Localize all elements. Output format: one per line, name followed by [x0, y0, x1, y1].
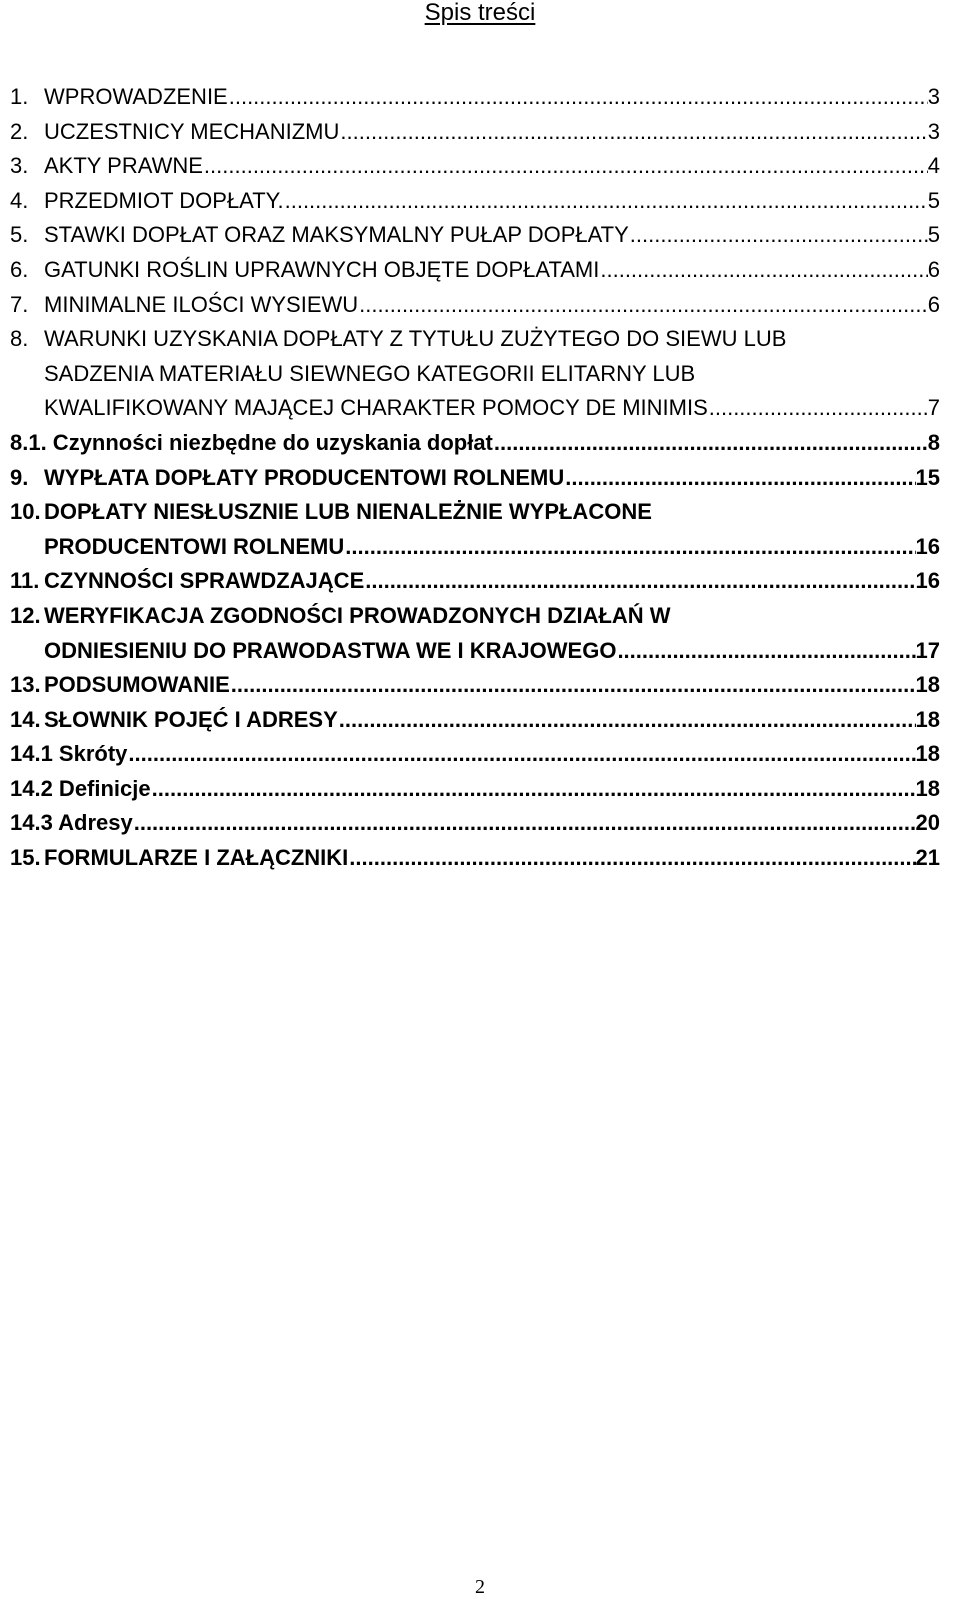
toc-entry-label[interactable]: CZYNNOŚCI SPRAWDZAJĄCE	[44, 568, 365, 594]
dot-leader	[358, 288, 928, 323]
toc-entry-lastline	[44, 841, 940, 876]
toc-entry-body	[10, 737, 940, 772]
toc-entry[interactable]	[10, 288, 940, 323]
toc-entry-lastline	[44, 115, 940, 150]
toc-title: Spis treści	[424, 0, 536, 26]
toc-entry-page[interactable]: 20	[915, 810, 940, 836]
toc-entry-body	[44, 599, 940, 668]
toc-entry-number: 7.	[10, 291, 29, 317]
toc-entry-body	[44, 253, 940, 288]
toc-entry-page[interactable]: 15	[915, 464, 940, 490]
toc-entry-body	[44, 668, 940, 703]
toc-entry-body	[44, 703, 940, 738]
toc-entry-lastline	[44, 391, 940, 426]
toc-entry-label[interactable]: PODSUMOWANIE	[44, 672, 230, 698]
toc-entry[interactable]	[10, 668, 940, 703]
toc-entry-number: 12.	[10, 602, 41, 628]
toc-entry-body	[44, 184, 940, 219]
toc-entry-page[interactable]: 16	[915, 533, 940, 559]
toc-entry-number: 13.	[10, 672, 41, 698]
toc-entry-label[interactable]: STAWKI DOPŁAT ORAZ MAKSYMALNY PUŁAP DOPŁATY	[44, 222, 629, 248]
toc-entry-lastline	[44, 218, 940, 253]
toc-entry-number: 5.	[10, 222, 29, 248]
toc-entry-lastline	[10, 426, 940, 461]
toc-entry-body	[44, 841, 940, 876]
toc-entry-number: 11.	[10, 568, 40, 594]
toc-entry-lastline	[44, 668, 940, 703]
toc-entry[interactable]	[10, 322, 940, 426]
toc-entry[interactable]	[10, 737, 940, 772]
toc-entry[interactable]	[10, 184, 940, 219]
toc-entry-body	[44, 218, 940, 253]
toc-entry-body	[44, 288, 940, 323]
dot-leader	[127, 737, 915, 772]
toc-entry-label[interactable]: SŁOWNIK POJĘĆ I ADRESY	[44, 706, 338, 732]
toc-entry-lastline	[44, 80, 940, 115]
dot-leader	[151, 772, 916, 807]
toc-entry-page[interactable]: 18	[915, 741, 940, 767]
toc-entry-lastline	[44, 703, 940, 738]
dot-leader	[284, 184, 928, 219]
toc-entry[interactable]	[10, 149, 940, 184]
toc-entry-number: 3.	[10, 153, 29, 179]
toc-entry[interactable]	[10, 806, 940, 841]
toc-entry[interactable]	[10, 772, 940, 807]
toc-entry-lastline	[44, 184, 940, 219]
toc-entry-label[interactable]: ODNIESIENIU DO PRAWODASTWA WE I KRAJOWEGO	[44, 637, 617, 663]
toc-entry-number: 4.	[10, 187, 29, 213]
toc-entry-line: DOPŁATY NIESŁUSZNIE LUB NIENALEŻNIE WYPŁACONE	[44, 499, 652, 525]
toc-entry[interactable]	[10, 841, 940, 876]
toc-entry-lastline	[44, 634, 940, 669]
toc-entry-lastline	[44, 564, 940, 599]
toc-entry[interactable]	[10, 564, 940, 599]
toc-entry-number: 10.	[10, 499, 41, 525]
toc-entry-body	[10, 806, 940, 841]
dot-leader	[364, 564, 915, 599]
toc-entry[interactable]	[10, 461, 940, 496]
toc-entry-label[interactable]: WPROWADZENIE	[44, 84, 228, 109]
toc-entry-page[interactable]: 3	[927, 84, 940, 109]
toc-entry-number: 9.	[10, 464, 29, 490]
page-number: 2	[475, 1576, 485, 1598]
toc-entry-body	[44, 80, 940, 115]
dot-leader	[564, 461, 915, 496]
toc-entry-label[interactable]: 14.1 Skróty	[10, 741, 128, 767]
toc-entry-line: WERYFIKACJA ZGODNOŚCI PROWADZONYCH DZIAŁAŃ W	[44, 602, 671, 628]
toc-entry[interactable]	[10, 599, 940, 668]
dot-leader	[344, 530, 915, 565]
toc-entry[interactable]	[10, 495, 940, 564]
toc-entry-lastline	[44, 288, 940, 323]
table-of-contents	[10, 80, 940, 876]
toc-entry-lastline	[10, 772, 940, 807]
toc-entry-label[interactable]: AKTY PRAWNE	[44, 153, 203, 179]
toc-entry-label[interactable]: PRZEDMIOT DOPŁATY.	[44, 187, 284, 213]
toc-entry-page[interactable]: 6	[927, 256, 940, 282]
dot-leader	[339, 115, 927, 150]
toc-entry-body	[44, 495, 940, 564]
dot-leader	[133, 806, 916, 841]
toc-entry-lastline	[10, 806, 940, 841]
toc-entry-page[interactable]: 17	[915, 637, 940, 663]
toc-entry-label[interactable]: 14.2 Definicje	[10, 775, 151, 801]
toc-entry[interactable]	[10, 426, 940, 461]
toc-entry-page[interactable]: 18	[915, 672, 940, 698]
dot-leader	[708, 391, 928, 426]
toc-entry-label[interactable]: GATUNKI ROŚLIN UPRAWNYCH OBJĘTE DOPŁATAMI	[44, 256, 600, 282]
toc-entry[interactable]	[10, 253, 940, 288]
toc-entry-page[interactable]: 5	[927, 222, 940, 248]
toc-entry-number: 15.	[10, 845, 41, 871]
toc-entry[interactable]	[10, 703, 940, 738]
toc-entry-page[interactable]: 8	[927, 429, 940, 455]
toc-entry[interactable]	[10, 115, 940, 150]
toc-entry-label[interactable]: UCZESTNICY MECHANIZMU	[44, 118, 340, 144]
toc-entry-label[interactable]: 14.3 Adresy	[10, 810, 133, 836]
dot-leader	[616, 634, 915, 669]
toc-entry-lastline	[10, 737, 940, 772]
toc-entry-body	[44, 322, 940, 426]
dot-leader	[338, 703, 916, 738]
toc-entry-lastline	[44, 530, 940, 565]
dot-leader	[203, 149, 928, 184]
toc-entry-line: WARUNKI UZYSKANIA DOPŁATY Z TYTUŁU ZUŻYTEGO DO SIEWU LUB	[44, 326, 787, 352]
toc-entry-label[interactable]: MINIMALNE ILOŚCI WYSIEWU	[44, 291, 359, 317]
toc-entry-number: 6.	[10, 256, 29, 282]
toc-entry-label[interactable]: 8.1. Czynności niezbędne do uzyskania dopłat	[10, 429, 493, 455]
toc-entry-body	[44, 149, 940, 184]
toc-entry-body	[10, 772, 940, 807]
dot-leader	[228, 80, 928, 115]
dot-leader	[348, 841, 915, 876]
toc-entry-page[interactable]: 5	[927, 187, 940, 213]
toc-entry-body	[10, 426, 940, 461]
toc-entry-label[interactable]: PRODUCENTOWI ROLNEMU	[44, 533, 345, 559]
dot-leader	[599, 253, 927, 288]
toc-entry-body	[44, 461, 940, 496]
toc-entry-label[interactable]: WYPŁATA DOPŁATY PRODUCENTOWI ROLNEMU	[44, 464, 565, 490]
toc-entry[interactable]	[10, 80, 940, 115]
toc-entry-label[interactable]: KWALIFIKOWANY MAJĄCEJ CHARAKTER POMOCY DE MINIMIS	[44, 395, 708, 421]
dot-leader	[230, 668, 916, 703]
toc-entry-page[interactable]: 21	[915, 845, 940, 871]
toc-entry-lastline	[44, 461, 940, 496]
toc-entry-number: 1.	[10, 84, 29, 109]
toc-entry-body	[44, 564, 940, 599]
dot-leader	[629, 218, 928, 253]
toc-entry-number: 2.	[10, 118, 29, 144]
toc-entry-lastline	[44, 253, 940, 288]
dot-leader	[493, 426, 928, 461]
toc-entry-page[interactable]: 18	[915, 775, 940, 801]
toc-entry-page[interactable]: 6	[927, 291, 940, 317]
toc-entry[interactable]	[10, 218, 940, 253]
toc-entry-number: 14.	[10, 706, 41, 732]
toc-entry-line: SADZENIA MATERIAŁU SIEWNEGO KATEGORII ELITARNY LUB	[44, 360, 696, 386]
toc-entry-lastline	[44, 149, 940, 184]
toc-entry-page[interactable]: 18	[915, 706, 940, 732]
toc-entry-page[interactable]: 16	[915, 568, 940, 594]
toc-entry-page[interactable]: 4	[927, 153, 940, 179]
toc-entry-label[interactable]: FORMULARZE I ZAŁĄCZNIKI	[44, 845, 349, 871]
toc-entry-body	[44, 115, 940, 150]
toc-entry-page[interactable]: 7	[927, 395, 940, 421]
toc-entry-page[interactable]: 3	[927, 118, 940, 144]
toc-entry-number: 8.	[10, 326, 29, 352]
